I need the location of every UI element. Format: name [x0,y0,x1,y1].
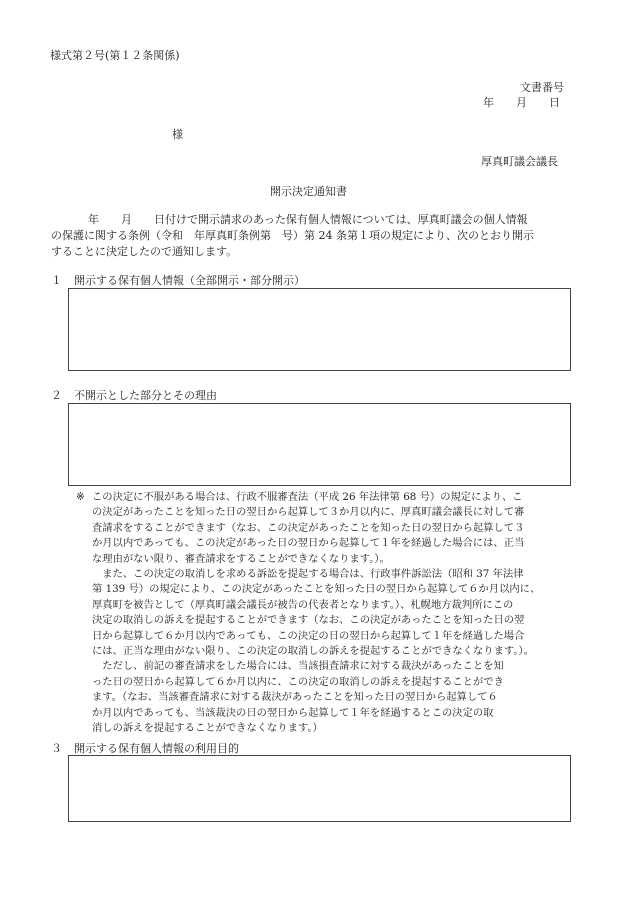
note-line: には、正当な理由がない限り、この決定の取消しの訴えを提起することができなくなります。）。 [92,645,534,658]
recipient-suffix: 様 [172,128,183,141]
doc-number-label: 文書番号 [520,81,564,94]
note-mark: ※ [76,491,85,503]
intro-line: 年 月 日付けで開示請求のあった保有個人情報については、厚真町議会の個人情報 [88,213,528,226]
note-line: ます。（なお、当該審査請求に対する裁決があったことを知った日の翌日から起算して６ [92,691,498,704]
sender-name: 厚真町議会議長 [481,155,558,168]
note-line: 日から起算して６か月以内であっても、この決定の日の翌日から起算して１年を経過した場合 [92,629,525,642]
note-line: の決定があったことを知った日の翌日から起算して３か月以内に、厚真町議会議長に対して審 [92,506,525,519]
appeal-notice [92,490,540,737]
section-1-heading: 開示する保有個人情報（全部開示・部分開示） [74,274,305,287]
section-2-heading: 不開示とした部分とその理由 [74,389,217,402]
section-1-content-box [68,288,571,371]
note-line: な理由がない限り、審査請求をすることができなくなります。）。 [92,552,390,565]
date-line: 年 月 日 [483,96,560,109]
note-line: 厚真町を被告として（厚真町議会議長が被告の代表者となります。）、札幌地方裁判所にこの [92,598,514,611]
note-line: か月以内であっても、この決定があった日の翌日から起算して１年を経過した場合には、正当 [92,537,525,550]
note-line: また、この決定の取消しを求める訴訟を提起する場合は、行政事件訴訟法（昭和 37 年法律 [92,568,524,581]
note-line: 査請求をすることができます（なお、この決定があったことを知った日の翌日から起算して３ [92,521,525,534]
section-3-number: ３ [51,742,62,755]
form-label: 様式第２号(第１２条関係) [50,49,180,62]
section-3-heading: 開示する保有個人情報の利用目的 [74,742,239,755]
note-line: 第 139 号）の規定により、この決定があったことを知った日の翌日から起算して６か月以内に、 [92,583,541,596]
section-3-content-box [68,755,571,822]
section-2-number: ２ [51,389,62,402]
intro-paragraph [51,212,534,260]
intro-line: の保護に関する条例（令和 年厚真町条例第 号）第 24 条第１項の規定により、次のとおり開示 [51,229,534,242]
intro-line: することに決定したので通知します。 [51,245,238,258]
note-line: 決定の取消しの訴えを提起することができます（なお、この決定があったことを知った日の翌 [92,614,525,627]
note-line: この決定に不服がある場合は、行政不服審査法（平成 26 年法律第 68 号）の規定により、こ [92,491,523,503]
note-line: 消しの訴えを提起することができなくなります。） [92,722,323,735]
section-2-content-box [68,403,571,486]
section-1-number: １ [51,274,62,287]
note-line: か月以内であっても、当該裁決の日の翌日から起算して１年を経過するとこの決定の取 [92,706,494,719]
document-title: 開示決定通知書 [270,185,347,198]
note-line: った日の翌日から起算して６か月以内に、この決定の取消しの訴えを提起することができ [92,675,504,688]
note-line: ただし、前記の審査請求をした場合には、当該損査請求に対する裁決があったことを知 [92,660,504,673]
